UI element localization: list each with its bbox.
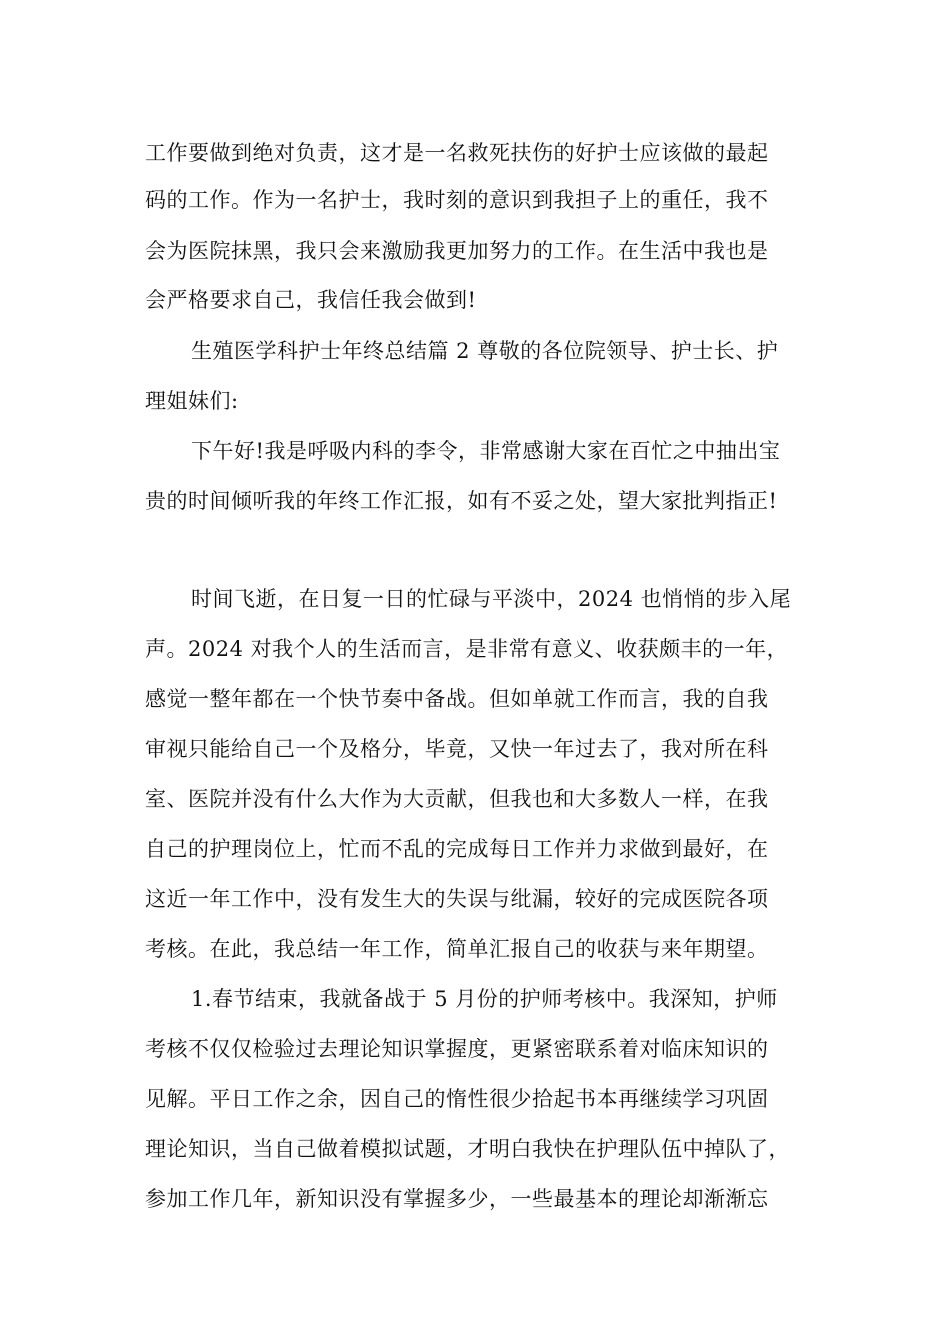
paragraph-4-line-7: 这近一年工作中，没有发生大的失误与纰漏，较好的完成医院各项 bbox=[145, 887, 769, 911]
paragraph-1-line-2: 码的工作。作为一名护士，我时刻的意识到我担子上的重任，我不 bbox=[145, 188, 769, 212]
document-body bbox=[145, 0, 825, 1344]
paragraph-2-line-2: 理姐妹们: bbox=[145, 389, 239, 413]
paragraph-3-line-1: 下午好!我是呼吸内科的李令，非常感谢大家在百忙之中抽出宝 bbox=[191, 439, 781, 463]
paragraph-4-line-3: 感觉一整年都在一个快节奏中备战。但如单就工作而言，我的自我 bbox=[145, 687, 769, 711]
paragraph-1-line-4: 会严格要求自己，我信任我会做到! bbox=[145, 288, 477, 312]
paragraph-5-line-4: 理论知识，当自己做着模拟试题，才明白我快在护理队伍中掉队了， bbox=[145, 1137, 790, 1161]
paragraph-1-line-1: 工作要做到绝对负责，这才是一名救死扶伤的好护士应该做的最起 bbox=[145, 141, 769, 165]
paragraph-4-line-8: 考核。在此，我总结一年工作，简单汇报自己的收获与来年期望。 bbox=[145, 937, 769, 961]
paragraph-5-line-2: 考核不仅仅检验过去理论知识掌握度，更紧密联系着对临床知识的 bbox=[145, 1037, 769, 1061]
paragraph-4-line-4: 审视只能给自己一个及格分，毕竟，又快一年过去了，我对所在科 bbox=[145, 737, 769, 761]
paragraph-1-line-3: 会为医院抹黑，我只会来激励我更加努力的工作。在生活中我也是 bbox=[145, 239, 769, 263]
paragraph-2-line-1: 生殖医学科护士年终总结篇 2 尊敬的各位院领导、护士长、护 bbox=[191, 339, 779, 363]
paragraph-4-line-5: 室、医院并没有什么大作为大贡献，但我也和大多数人一样，在我 bbox=[145, 787, 769, 811]
paragraph-5-line-5: 参加工作几年，新知识没有掌握多少，一些最基本的理论却渐渐忘 bbox=[145, 1187, 769, 1211]
paragraph-3-line-2: 贵的时间倾听我的年终工作汇报，如有不妥之处，望大家批判指正! bbox=[145, 489, 778, 513]
paragraph-4-line-2: 声。2024 对我个人的生活而言，是非常有意义、收获颇丰的一年， bbox=[145, 637, 789, 661]
paragraph-4-line-6: 自己的护理岗位上，忙而不乱的完成每日工作并力求做到最好，在 bbox=[145, 837, 769, 861]
paragraph-4-line-1: 时间飞逝，在日复一日的忙碌与平淡中，2024 也悄悄的步入尾 bbox=[191, 587, 792, 611]
paragraph-5-line-3: 见解。平日工作之余，因自己的惰性很少拾起书本再继续学习巩固 bbox=[145, 1087, 769, 1111]
paragraph-5-line-1: 1.春节结束，我就备战于 5 月份的护师考核中。我深知，护师 bbox=[191, 987, 778, 1011]
